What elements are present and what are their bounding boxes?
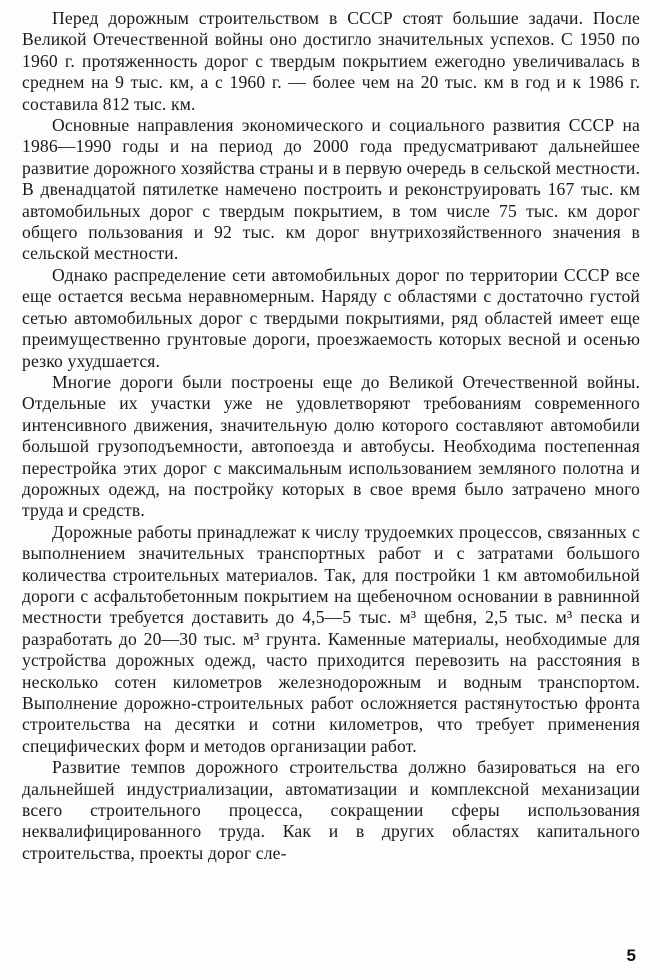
paragraph-3: Однако распределение сети автомобильных дорог по территории СССР все еще остается весьма неравномерным. Наряду с областями с достаточно густой сетью автомобильных дорог с твердыми покрытиями, ряд областей имеет еще преимущественно грунтовые дороги, проезжаемость которых весной и осенью резко ухудшается. [22,264,640,371]
paragraph-5: Дорожные работы принадлежат к числу трудоемких процессов, связанных с выполнением значительных транспортных работ и с затратами большого количества строительных материалов. Так, для постройки 1 км автомобильной дороги с асфальтобетонным покрытием на щебеночном основании в равнинной местности требуется доставить до 4,5—5 тыс. м³ щебня, 2,5 тыс. м³ песка и разработать до 20—30 тыс. м³ грунта. Каменные материалы, необходимые для устройства дорожных одежд, часто приходится перевозить на расстояния в несколько сотен километров железнодорожным и водным транспортом. Выполнение дорожно-строительных работ осложняется растянутостью фронта строительства на десятки и сотни километров, что требует применения специфических форм и методов организации работ. [22,521,640,756]
paragraph-2: Основные направления экономического и социального развития СССР на 1986—1990 годы и на период до 2000 года предусматривают дальнейшее развитие дорожного хозяйства страны и в первую очередь в сельской местности. В двенадцатой пятилетке намечено построить и реконструировать 167 тыс. км автомобильных дорог с твердым покрытием, в том числе 75 тыс. км дорог общего пользования и 92 тыс. км дорог внутрихозяйственного значения в сельской местности. [22,115,640,264]
body-text [22,8,640,864]
paragraph-6: Развитие темпов дорожного строительства должно базироваться на его дальнейшей индустриализации, автоматизации и комплексной механизации всего строительного процесса, сокращении сферы использования неквалифицированного труда. Как и в других областях капитального строительства, проекты дорог сле- [22,757,640,863]
paragraph-1: Перед дорожным строительством в СССР стоят большие задачи. После Великой Отечественной войны оно достигло значительных успехов. С 1950 по 1960 г. протяженность дорог с твердым покрытием ежегодно увеличивалась в среднем на 9 тыс. км, а с 1960 г. — более чем на 20 тыс. км в год и к 1986 г. составила 812 тыс. км. [22,8,640,114]
paragraph-4: Многие дороги были построены еще до Великой Отечественной войны. Отдельные их участки уже не удовлетворяют требованиям современного интенсивного движения, значительную долю которого составляют автомобили большой грузоподъемности, автопоезда и автобусы. Необходима постепенная перестройка этих дорог с максимальным использованием земляного полотна и дорожных одежд, на постройку которых в свое время было затрачено много труда и средств. [22,371,640,521]
page-number: 5 [626,946,636,965]
